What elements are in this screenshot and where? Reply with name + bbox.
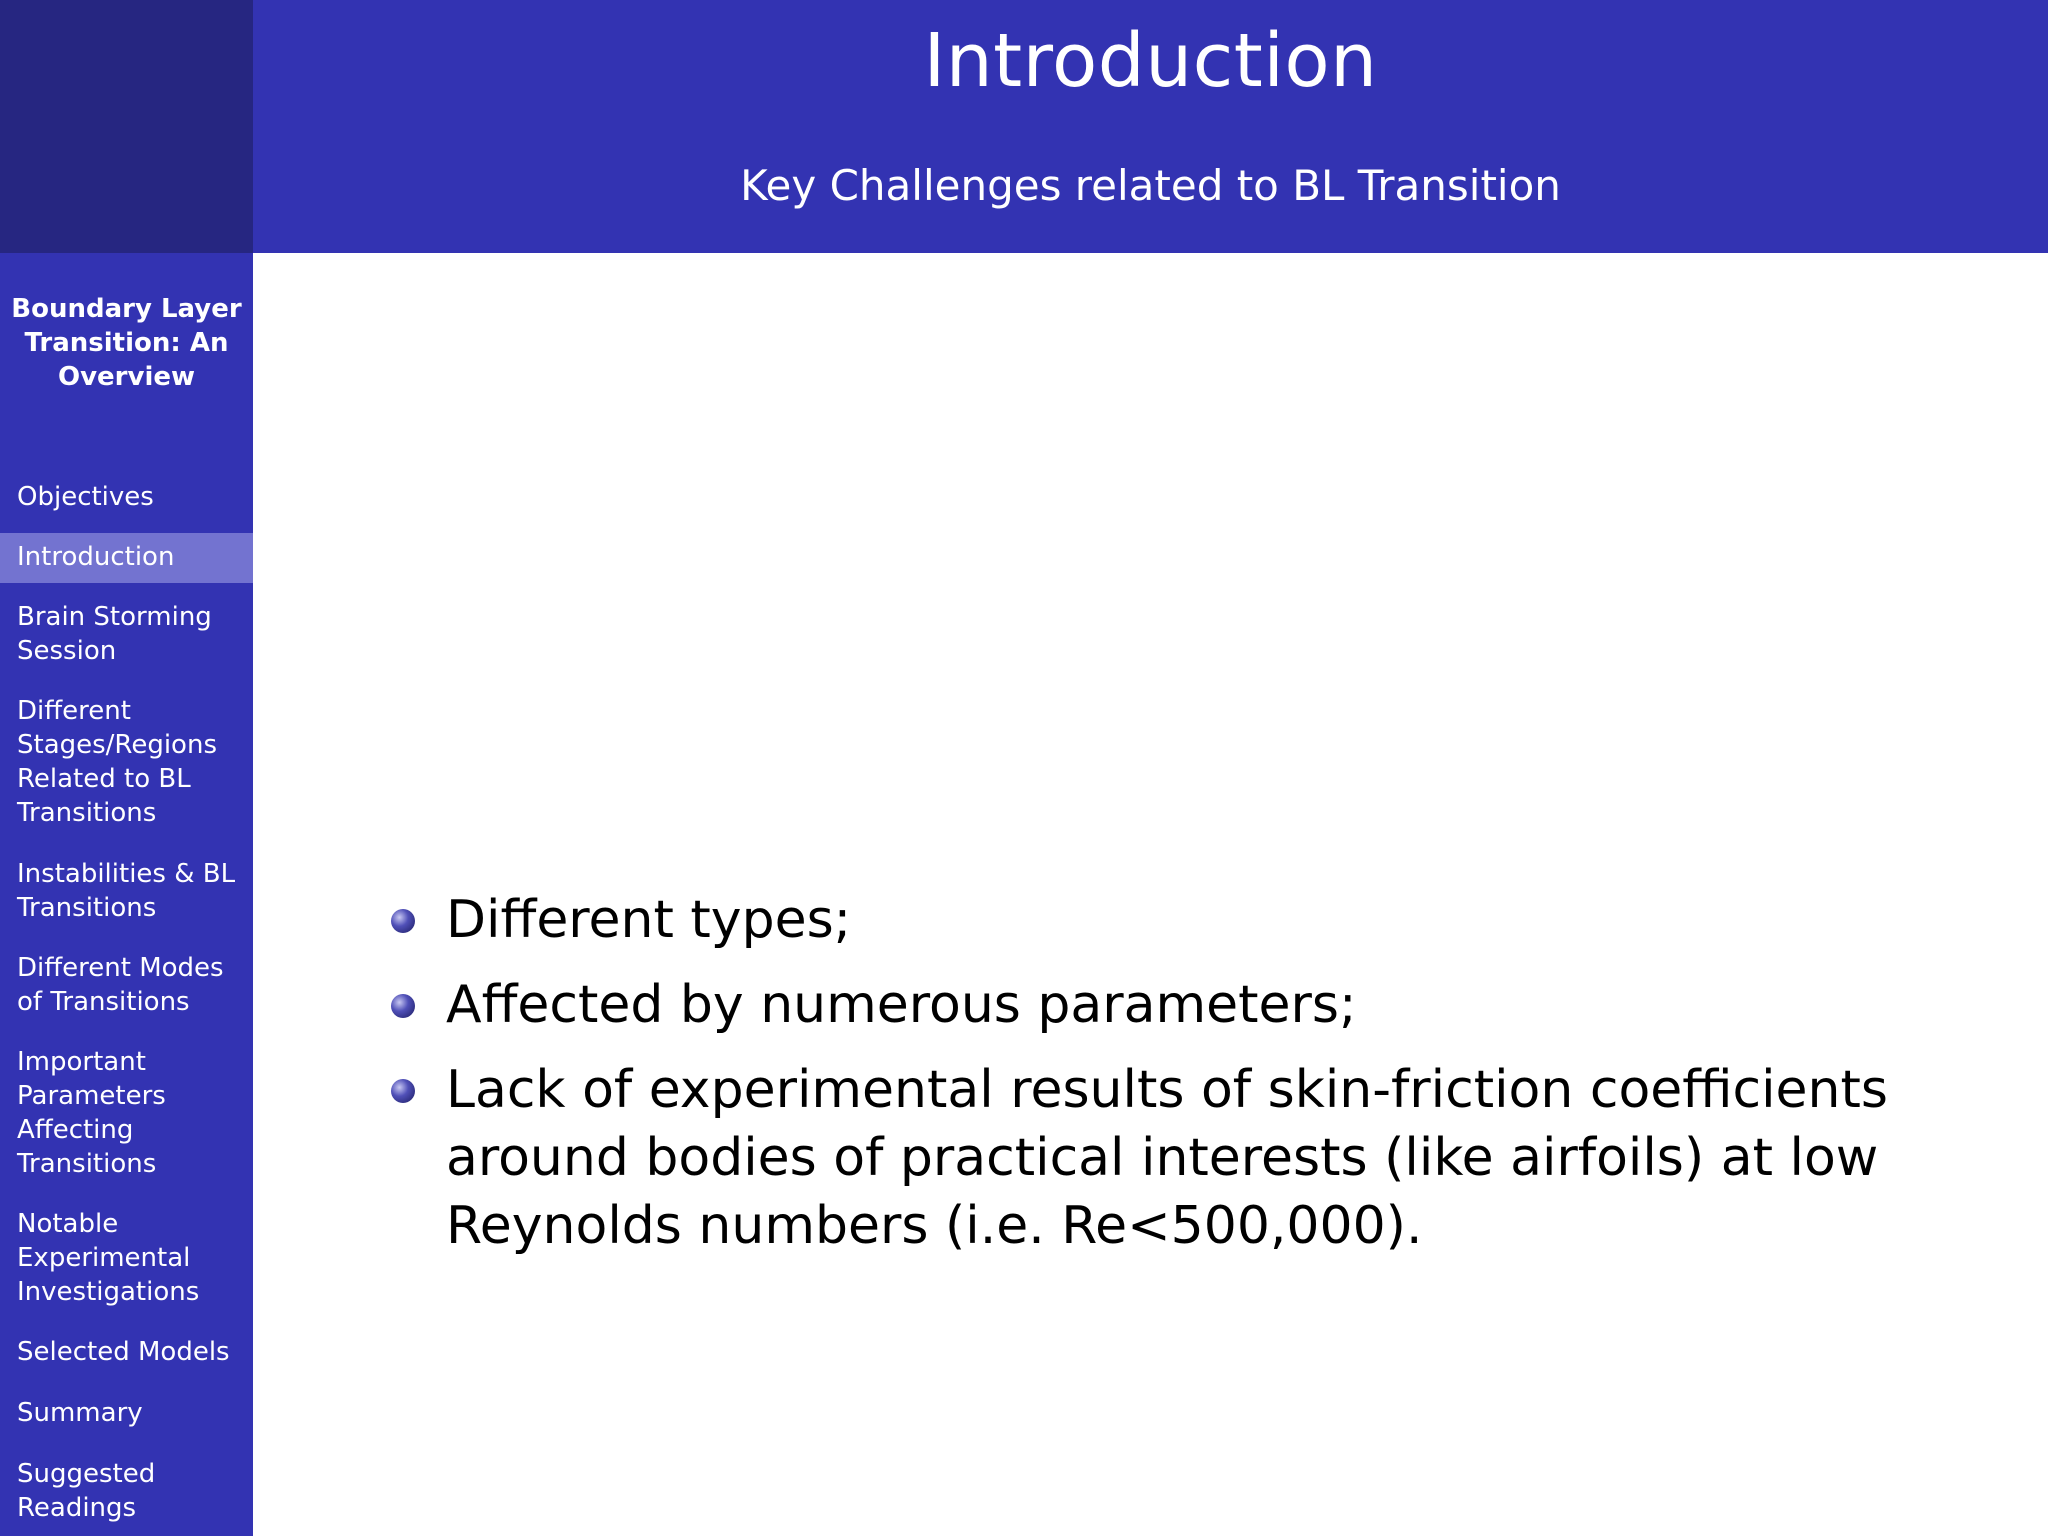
sidebar-item-selected-models[interactable]: Selected Models <box>17 1337 230 1367</box>
navigation-sidebar <box>0 253 253 1536</box>
bullet-ball-icon <box>391 1079 415 1103</box>
sidebar-item-experimental-investigations[interactable]: Notable Experimental Investigations <box>17 1209 200 1307</box>
presentation-title: Boundary Layer Transition: An Overview <box>11 294 242 392</box>
header-corner-block <box>0 0 253 253</box>
sidebar-item-introduction[interactable]: Introduction <box>0 533 253 583</box>
sidebar-item-suggested-readings[interactable]: Suggested Readings <box>17 1459 156 1523</box>
sidebar-item-instabilities[interactable]: Instabilities & BL Transitions <box>17 859 236 923</box>
list-item <box>446 971 2006 1039</box>
bullet-text: Different types; <box>446 890 852 950</box>
sidebar-item-different-stages[interactable]: Different Stages/Regions Related to BL Transitions <box>17 696 217 828</box>
list-item <box>446 1056 2006 1260</box>
bullet-text: Lack of experimental results of skin-friction coefficients around bodies of practical interests (like airfoils) at low Reynolds numbers (i.e. Re<500,000). <box>446 1060 1888 1256</box>
bullet-text: Affected by numerous parameters; <box>446 975 1357 1035</box>
sidebar-item-important-parameters[interactable]: Important Parameters Affecting Transitions <box>17 1047 166 1179</box>
slide-title: Introduction <box>923 18 1378 104</box>
bullet-ball-icon <box>391 994 415 1018</box>
sidebar-item-objectives[interactable]: Objectives <box>17 482 154 512</box>
sidebar-item-different-modes[interactable]: Different Modes of Transitions <box>17 953 224 1017</box>
sidebar-item-brain-storming-session[interactable]: Brain Storming Session <box>17 602 212 666</box>
bullet-ball-icon <box>391 909 415 933</box>
sidebar-item-summary[interactable]: Summary <box>17 1398 143 1428</box>
slide-content <box>253 253 2048 1536</box>
list-item <box>446 886 2006 954</box>
slide-subtitle: Key Challenges related to BL Transition <box>740 161 1561 210</box>
slide-header <box>253 0 2048 253</box>
